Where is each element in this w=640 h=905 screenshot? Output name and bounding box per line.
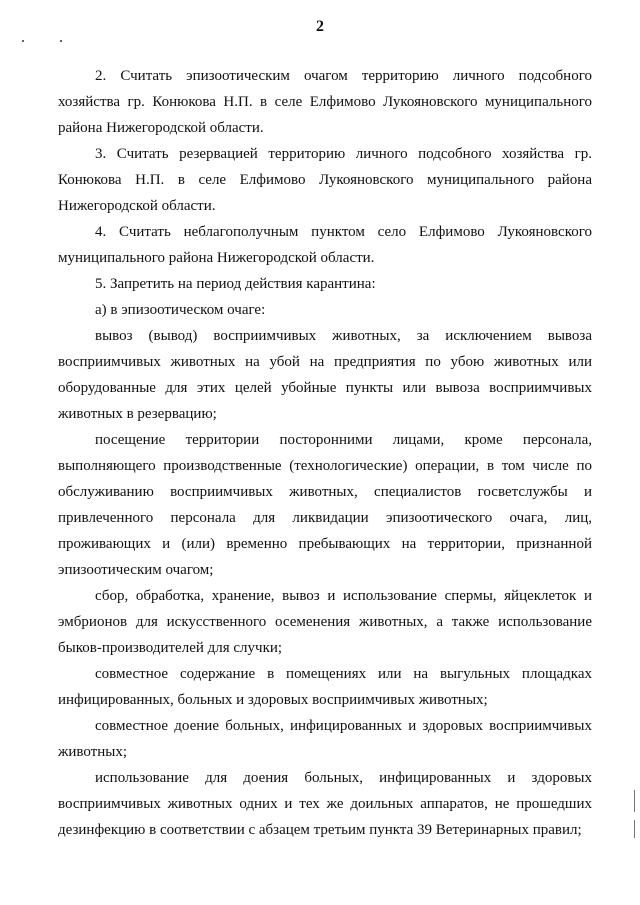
paragraph-semen-ban: сбор, обработка, хранение, вывоз и использование спермы, яйцеклеток и эмбрионов для искусственного осеменения животных, а также использование быков-производителей для случки;: [58, 588, 592, 656]
paragraph-2: 2. Считать эпизоотическим очагом территорию личного подсобного хозяйства гр. Конюкова Н.П. в селе Елфимово Лукояновского муниципального района Нижегородской области.: [58, 68, 592, 136]
paragraph-milking-equipment-ban: использование для доения больных, инфицированных и здоровых восприимчивых животных одних и тех же доильных аппаратов, не прошедших дезинфекцию в соответствии с абзацем третьим пункта 39 Ветеринарных правил;: [58, 770, 592, 838]
scan-speck: [22, 40, 24, 42]
paragraph-5: 5. Запретить на период действия карантина:: [95, 276, 376, 292]
paragraph-5a: а) в эпизоотическом очаге:: [95, 302, 266, 318]
paragraph-3: 3. Считать резервацией территорию личного подсобного хозяйства гр. Конюкова Н.П. в селе Елфимово Лукояновского муниципального района Нижегородской области.: [58, 146, 592, 214]
scan-edge-mark: [634, 820, 635, 838]
paragraph-export-ban: вывоз (вывод) восприимчивых животных, за исключением вывоза восприимчивых животных на убой на предприятия по убою животных или оборудованные для этих целей убойные пункты или вывоза восприимчивых животных в резервацию;: [58, 328, 592, 422]
paragraph-joint-keeping-ban: совместное содержание в помещениях или на выгульных площадках инфицированных, больных и здоровых восприимчивых животных;: [58, 666, 592, 708]
document-body: [58, 63, 592, 843]
scan-edge-mark: [634, 790, 635, 812]
paragraph-visit-ban: посещение территории посторонними лицами, кроме персонала, выполняющего производственные (технологические) операции, в том числе по обслуживанию восприимчивых животных, специалистов госветслужбы и привлеченного персонала для ликвидации эпизоотического очага, лиц, проживающих и (или) временно пребывающих на территории, признанной эпизоотическим очагом;: [58, 432, 592, 578]
page-number: 2: [316, 18, 324, 35]
paragraph-4: 4. Считать неблагополучным пунктом село Елфимово Лукояновского муниципального района Нижегородской области.: [58, 224, 592, 266]
paragraph-joint-milking-ban: совместное доение больных, инфицированных и здоровых восприимчивых животных;: [58, 718, 592, 760]
scan-speck: [60, 40, 62, 42]
